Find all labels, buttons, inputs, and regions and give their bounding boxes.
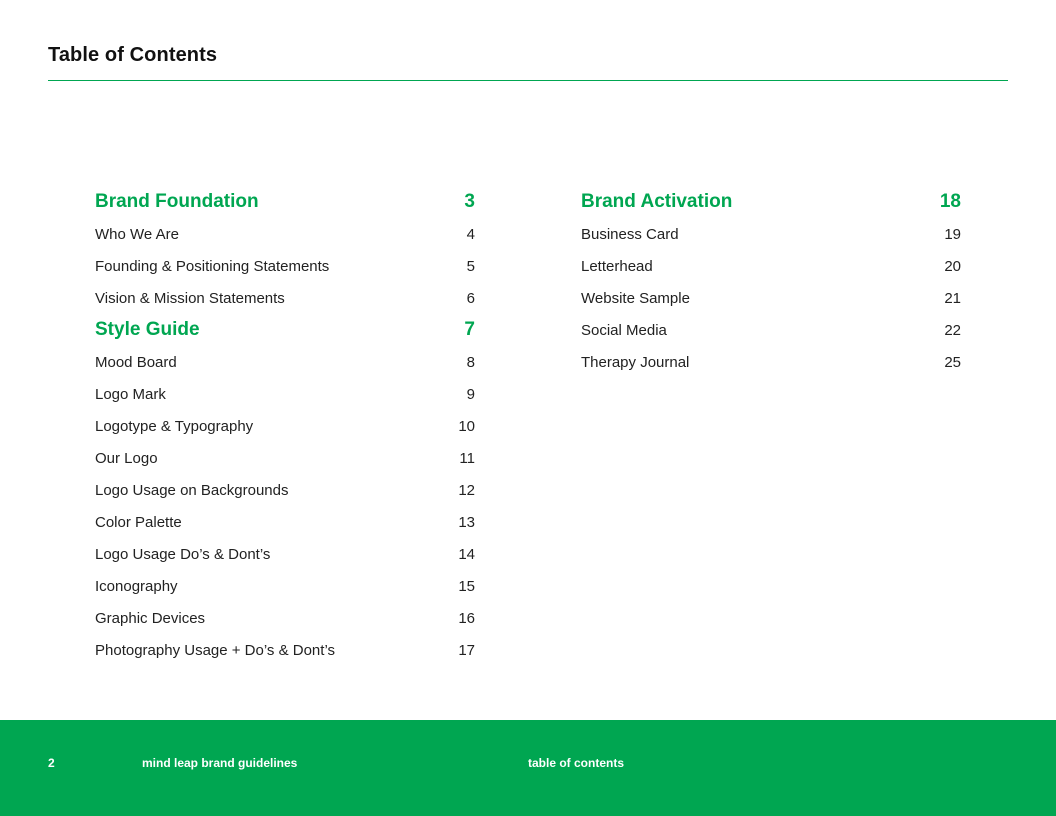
toc-section-page: 3 bbox=[464, 191, 475, 212]
toc-section-page: 7 bbox=[464, 319, 475, 340]
toc-item-label: Iconography bbox=[95, 577, 178, 595]
toc-item-row[interactable] bbox=[95, 410, 475, 442]
toc-item-page: 19 bbox=[944, 225, 961, 243]
toc-item-page: 5 bbox=[466, 257, 475, 275]
toc-item-page: 14 bbox=[458, 545, 475, 563]
toc-item-page: 20 bbox=[944, 257, 961, 275]
toc-item-label: Who We Are bbox=[95, 225, 179, 243]
toc-item-page: 12 bbox=[458, 481, 475, 499]
toc-item-page: 16 bbox=[458, 609, 475, 627]
toc-item-label: Social Media bbox=[581, 321, 667, 339]
toc-item-label: Therapy Journal bbox=[581, 353, 690, 371]
toc-item-label: Logo Usage Do’s & Dont’s bbox=[95, 545, 271, 563]
toc-item-row[interactable] bbox=[95, 538, 475, 570]
toc-section-page: 18 bbox=[939, 191, 961, 212]
toc-item-row[interactable] bbox=[581, 250, 961, 282]
toc-item-page: 13 bbox=[458, 513, 475, 531]
toc-item-row[interactable] bbox=[95, 218, 475, 250]
toc-item-label: Founding & Positioning Statements bbox=[95, 257, 330, 275]
toc-item-row[interactable] bbox=[95, 474, 475, 506]
toc-item-row[interactable] bbox=[95, 346, 475, 378]
toc-item-page: 11 bbox=[459, 449, 475, 467]
title-divider bbox=[48, 80, 1008, 81]
footer-document-name: mind leap brand guidelines bbox=[142, 756, 298, 770]
toc-item-page: 9 bbox=[466, 385, 475, 403]
toc-item-row[interactable] bbox=[581, 314, 961, 346]
toc-section-label: Style Guide bbox=[95, 319, 200, 340]
toc-item-row[interactable] bbox=[95, 378, 475, 410]
toc-item-row[interactable] bbox=[95, 570, 475, 602]
toc-item-row[interactable] bbox=[95, 602, 475, 634]
toc-item-label: Graphic Devices bbox=[95, 609, 206, 627]
toc-section-row[interactable] bbox=[95, 314, 475, 346]
toc-item-label: Letterhead bbox=[581, 257, 653, 275]
toc-section-label: Brand Foundation bbox=[95, 191, 259, 212]
toc-item-row[interactable] bbox=[581, 346, 961, 378]
toc-left-column bbox=[95, 186, 475, 666]
toc-item-page: 4 bbox=[466, 225, 475, 243]
toc-item-label: Photography Usage + Do’s & Dont’s bbox=[95, 641, 336, 659]
toc-item-page: 21 bbox=[944, 289, 961, 307]
toc-item-row[interactable] bbox=[581, 218, 961, 250]
footer-section-name: table of contents bbox=[528, 756, 625, 770]
toc-item-label: Color Palette bbox=[95, 513, 182, 531]
toc-item-page: 25 bbox=[944, 353, 961, 371]
toc-item-row[interactable] bbox=[581, 282, 961, 314]
toc-item-label: Logo Usage on Backgrounds bbox=[95, 481, 289, 499]
toc-item-page: 10 bbox=[458, 417, 475, 435]
toc-item-page: 15 bbox=[458, 577, 475, 595]
toc-item-row[interactable] bbox=[95, 506, 475, 538]
toc-item-page: 17 bbox=[458, 641, 475, 659]
toc-item-label: Our Logo bbox=[95, 449, 158, 467]
toc-item-row[interactable] bbox=[95, 442, 475, 474]
toc-item-label: Vision & Mission Statements bbox=[95, 289, 285, 307]
toc-item-row[interactable] bbox=[95, 250, 475, 282]
toc-section-row[interactable] bbox=[581, 186, 961, 218]
toc-item-page: 6 bbox=[466, 289, 475, 307]
toc-item-label: Website Sample bbox=[581, 289, 690, 307]
toc-item-row[interactable] bbox=[95, 282, 475, 314]
toc-section-row[interactable] bbox=[95, 186, 475, 218]
page-title: Table of Contents bbox=[48, 44, 218, 66]
toc-item-label: Mood Board bbox=[95, 353, 177, 371]
footer-page-number: 2 bbox=[48, 756, 55, 770]
toc-section-label: Brand Activation bbox=[581, 191, 733, 212]
toc-item-label: Business Card bbox=[581, 225, 679, 243]
toc-item-page: 22 bbox=[944, 321, 961, 339]
toc-item-row[interactable] bbox=[95, 634, 475, 666]
toc-item-label: Logo Mark bbox=[95, 385, 166, 403]
toc-right-column bbox=[581, 186, 961, 378]
toc-item-label: Logotype & Typography bbox=[95, 417, 254, 435]
toc-item-page: 8 bbox=[466, 353, 475, 371]
